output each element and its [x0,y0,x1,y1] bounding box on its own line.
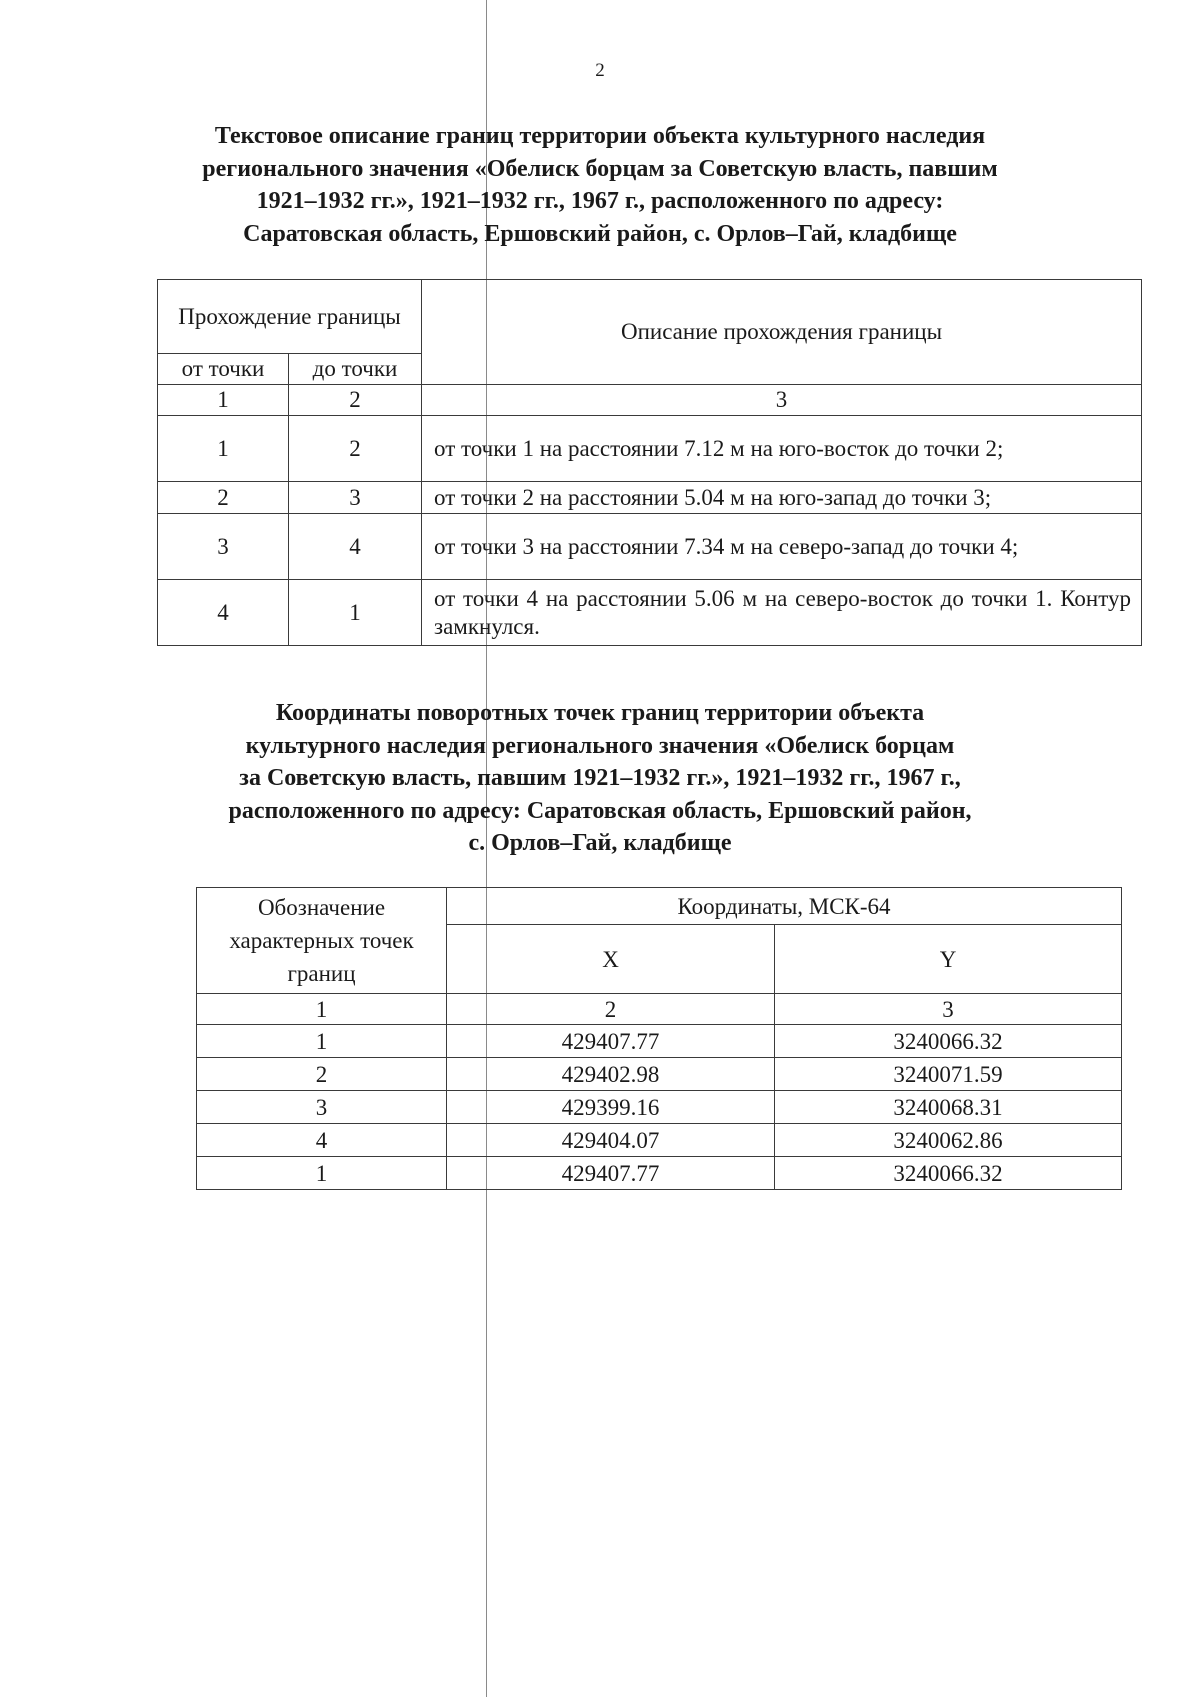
title-line: Текстовое описание границ территории объекта культурного наследия [214,123,986,149]
description-cell: от точки 3 на расстоянии 7.34 м на северо-запад до точки 4; [422,514,1142,580]
to-point-cell: 2 [289,416,422,482]
y-cell: 3240066.32 [775,1157,1122,1190]
y-cell: 3240068.31 [775,1091,1122,1124]
x-cell: 429399.16 [447,1091,775,1124]
point-cell: 1 [197,1025,447,1058]
coordinates-title [0,697,1200,860]
table-row [197,1091,1122,1124]
header-x: X [447,925,775,994]
header-to-point: до точки [289,354,422,385]
table-row [197,1058,1122,1091]
header-y: Y [775,925,1122,994]
title-line: Координаты поворотных точек границ территории объекта [275,700,925,726]
title-line: регионального значения «Обелиск борцам за Советскую власть, павшим [202,155,998,182]
header-from-point: от точки [158,354,289,385]
point-cell: 1 [197,1157,447,1190]
header-coordinates: Координаты, МСК-64 [447,888,1122,925]
y-cell: 3240071.59 [775,1058,1122,1091]
page-number: 2 [595,60,605,81]
table-row [158,482,1142,514]
title-line: 1921–1932 гг.», 1921–1932 гг., 1967 г., расположенного по адресу: [256,188,944,214]
header-points: Обозначение характерных точек границ [197,888,447,994]
header-description: Описание прохождения границы [422,280,1142,385]
description-cell: от точки 4 на расстоянии 5.06 м на северо-восток до точки 1. Контур замкнулся. [422,580,1142,646]
boundary-description-table [157,279,1142,646]
x-cell: 429407.77 [447,1157,775,1190]
table-row [197,1124,1122,1157]
boundary-description-title [0,120,1200,250]
table-row [158,514,1142,580]
table-row [197,1157,1122,1190]
point-cell: 3 [197,1091,447,1124]
to-point-cell: 4 [289,514,422,580]
x-cell: 429404.07 [447,1124,775,1157]
point-cell: 4 [197,1124,447,1157]
table-row [158,416,1142,482]
y-cell: 3240062.86 [775,1124,1122,1157]
x-cell: 429402.98 [447,1058,775,1091]
column-number: 3 [422,385,1142,416]
point-cell: 2 [197,1058,447,1091]
coordinates-table [196,887,1122,1190]
from-point-cell: 3 [158,514,289,580]
to-point-cell: 3 [289,482,422,514]
column-number: 3 [775,994,1122,1025]
from-point-cell: 2 [158,482,289,514]
title-line: культурного наследия регионального значения «Обелиск борцам [245,732,955,759]
from-point-cell: 4 [158,580,289,646]
description-cell: от точки 2 на расстоянии 5.04 м на юго-запад до точки 3; [422,482,1142,514]
x-cell: 429407.77 [447,1025,775,1058]
table-row [197,1025,1122,1058]
from-point-cell: 1 [158,416,289,482]
column-number: 1 [197,994,447,1025]
header-passage: Прохождение границы [158,280,422,354]
y-cell: 3240066.32 [775,1025,1122,1058]
table-row [158,580,1142,646]
title-line: расположенного по адресу: Саратовская область, Ершовский район, [228,797,972,824]
to-point-cell: 1 [289,580,422,646]
column-number: 1 [158,385,289,416]
column-number: 2 [447,994,775,1025]
title-line: с. Орлов–Гай, кладбище [468,830,732,856]
title-line: за Советскую власть, павшим 1921–1932 гг.», 1921–1932 гг., 1967 г., [239,765,961,791]
column-number: 2 [289,385,422,416]
description-cell: от точки 1 на расстоянии 7.12 м на юго-восток до точки 2; [422,416,1142,482]
title-line: Саратовская область, Ершовский район, с. Орлов–Гай, кладбище [243,220,957,247]
